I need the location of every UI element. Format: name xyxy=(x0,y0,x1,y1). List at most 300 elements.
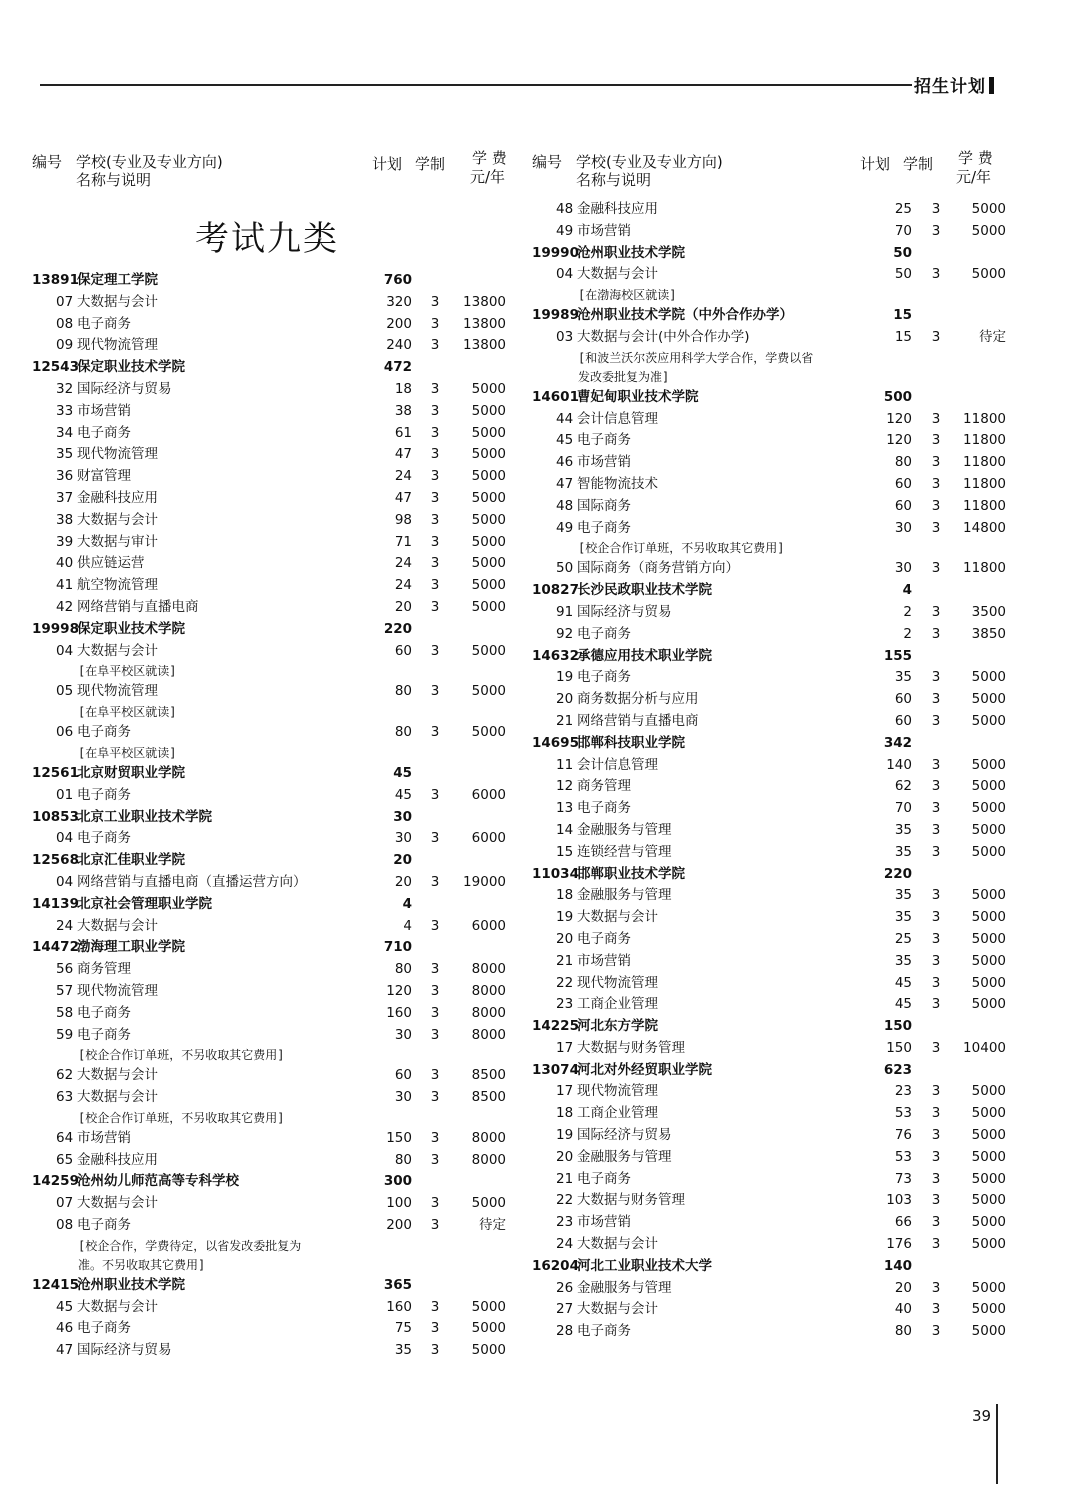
school-row xyxy=(32,270,522,292)
major-length: 3 xyxy=(931,778,941,795)
school-code: 14632 xyxy=(532,647,579,664)
right-column xyxy=(532,147,1022,1343)
major-length: 3 xyxy=(430,511,440,528)
major-length: 3 xyxy=(931,843,941,860)
major-row xyxy=(32,379,522,401)
major-plan: 120 xyxy=(886,410,912,427)
major-row xyxy=(532,1125,1022,1147)
major-code: 49 xyxy=(556,519,574,536)
major-row xyxy=(32,785,522,807)
major-name: 供应链运营 xyxy=(77,555,145,572)
page-number: 39 xyxy=(972,1407,992,1425)
major-code: 07 xyxy=(56,293,74,310)
major-row xyxy=(32,959,522,981)
major-row xyxy=(32,681,522,703)
major-row xyxy=(532,496,1022,518)
major-code: 40 xyxy=(56,555,74,572)
major-length: 3 xyxy=(931,475,941,492)
major-code: 27 xyxy=(556,1301,574,1318)
major-fee: 11800 xyxy=(963,560,1006,577)
major-name: 金融科技应用 xyxy=(577,201,658,217)
major-code: 15 xyxy=(556,843,574,860)
major-row xyxy=(532,1212,1022,1234)
major-code: 20 xyxy=(556,930,574,947)
major-length: 3 xyxy=(931,201,941,217)
school-name: 保定职业技术学院 xyxy=(77,620,185,637)
major-code: 21 xyxy=(556,1170,574,1187)
major-code: 05 xyxy=(56,683,74,700)
major-code: 45 xyxy=(56,1298,74,1315)
major-fee: 11800 xyxy=(963,475,1006,492)
school-row xyxy=(32,894,522,916)
major-row xyxy=(32,510,522,532)
major-fee: 11800 xyxy=(963,410,1006,427)
major-plan: 30 xyxy=(394,830,412,847)
school-plan: 20 xyxy=(393,852,412,869)
major-name: 大数据与会计 xyxy=(77,1067,158,1084)
note-line: [校企合作订单班，不另收取其它费用] xyxy=(78,1048,285,1063)
major-plan: 18 xyxy=(394,380,412,397)
school-plan: 45 xyxy=(393,764,412,781)
major-code: 46 xyxy=(56,1320,74,1337)
major-row xyxy=(32,1297,522,1319)
major-plan: 25 xyxy=(894,930,912,947)
school-code: 14601 xyxy=(532,388,579,405)
major-fee: 5000 xyxy=(471,380,506,397)
major-plan: 30 xyxy=(394,1089,412,1106)
major-length: 3 xyxy=(430,446,440,463)
school-plan: 220 xyxy=(883,865,912,882)
major-length: 3 xyxy=(931,909,941,926)
major-row xyxy=(532,885,1022,907)
major-code: 39 xyxy=(56,533,74,550)
major-plan: 25 xyxy=(894,201,912,217)
major-code: 03 xyxy=(556,328,574,345)
note-line: [和波兰沃尔茨应用科学大学合作，学费以省 xyxy=(578,350,814,365)
major-code: 07 xyxy=(56,1195,74,1212)
major-fee: 5000 xyxy=(971,712,1006,729)
school-code: 12568 xyxy=(32,852,79,869)
major-length: 3 xyxy=(430,533,440,550)
major-fee: 5000 xyxy=(471,683,506,700)
major-row xyxy=(532,1299,1022,1321)
major-fee: 5000 xyxy=(971,691,1006,708)
major-row xyxy=(32,1128,522,1150)
note xyxy=(32,703,378,722)
major-fee: 13800 xyxy=(463,337,506,354)
major-name: 工商企业管理 xyxy=(577,1105,658,1122)
note-line: [在渤海校区就读] xyxy=(578,288,677,303)
major-plan: 71 xyxy=(394,533,412,550)
major-fee: 5000 xyxy=(971,930,1006,947)
major-fee: 6000 xyxy=(471,786,506,803)
major-plan: 60 xyxy=(394,642,412,659)
school-plan: 300 xyxy=(383,1173,412,1190)
school-plan: 472 xyxy=(383,359,412,376)
major-code: 06 xyxy=(56,724,74,741)
major-plan: 60 xyxy=(894,712,912,729)
major-name: 大数据与财务管理 xyxy=(577,1039,685,1056)
major-length: 3 xyxy=(931,1148,941,1165)
major-row xyxy=(32,981,522,1003)
major-code: 17 xyxy=(556,1083,574,1100)
header-fee: 学 费 xyxy=(472,149,507,167)
major-length: 3 xyxy=(430,489,440,506)
major-fee: 11800 xyxy=(963,454,1006,471)
major-name: 电子商务 xyxy=(77,724,131,741)
major-name: 国际经济与贸易 xyxy=(77,380,172,397)
major-code: 18 xyxy=(556,1105,574,1122)
major-plan: 35 xyxy=(894,843,912,860)
school-code: 12561 xyxy=(32,764,79,781)
major-length: 3 xyxy=(931,996,941,1013)
major-row xyxy=(32,401,522,423)
page-number-rule xyxy=(996,1404,998,1484)
major-plan: 45 xyxy=(894,974,912,991)
major-fee: 5000 xyxy=(471,1320,506,1337)
major-plan: 100 xyxy=(386,1195,412,1212)
note xyxy=(532,349,878,387)
major-row xyxy=(532,711,1022,733)
major-length: 3 xyxy=(430,424,440,441)
major-fee: 8500 xyxy=(471,1089,506,1106)
major-plan: 4 xyxy=(403,917,412,934)
major-plan: 160 xyxy=(386,1298,412,1315)
major-row xyxy=(32,828,522,850)
major-plan: 40 xyxy=(894,1301,912,1318)
major-length: 3 xyxy=(430,468,440,485)
school-code: 10827 xyxy=(532,582,579,599)
major-fee: 5000 xyxy=(471,402,506,419)
school-code: 12415 xyxy=(32,1276,79,1293)
major-code: 59 xyxy=(56,1026,74,1043)
major-plan: 61 xyxy=(394,424,412,441)
note xyxy=(32,1046,378,1065)
major-row xyxy=(32,1215,522,1237)
major-name: 国际商务 xyxy=(577,497,631,514)
school-code: 16204 xyxy=(532,1257,579,1274)
note-line: [校企合作，学费待定，以省发改委批复为 xyxy=(78,1238,302,1253)
major-length: 3 xyxy=(430,1342,440,1359)
major-length: 3 xyxy=(931,800,941,817)
note-line: [校企合作订单班，不另收取其它费用] xyxy=(578,541,785,556)
major-fee: 5000 xyxy=(471,724,506,741)
major-fee: 14800 xyxy=(963,519,1006,536)
major-fee: 8000 xyxy=(471,1004,506,1021)
major-fee: 8500 xyxy=(471,1067,506,1084)
major-plan: 20 xyxy=(394,873,412,890)
major-code: 20 xyxy=(556,1148,574,1165)
note xyxy=(32,744,378,763)
major-fee: 5000 xyxy=(971,1083,1006,1100)
major-length: 3 xyxy=(931,756,941,773)
major-name: 大数据与审计 xyxy=(77,533,158,550)
school-row xyxy=(532,733,1022,755)
major-name: 市场营销 xyxy=(577,454,631,471)
note-line: [在阜平校区就读] xyxy=(78,664,177,679)
school-row xyxy=(32,1171,522,1193)
school-row xyxy=(532,243,1022,265)
header-plan: 计划 xyxy=(860,155,891,173)
major-row xyxy=(532,1321,1022,1343)
major-length: 3 xyxy=(931,519,941,536)
major-row xyxy=(32,597,522,619)
major-fee: 8000 xyxy=(471,1129,506,1146)
major-length: 3 xyxy=(430,577,440,594)
major-plan: 60 xyxy=(894,475,912,492)
school-plan: 50 xyxy=(893,244,912,261)
major-fee: 5000 xyxy=(971,996,1006,1013)
major-code: 50 xyxy=(556,560,574,577)
major-row xyxy=(532,221,1022,243)
major-name: 电子商务 xyxy=(577,432,631,449)
major-row xyxy=(532,558,1022,580)
school-plan: 155 xyxy=(883,647,912,664)
school-name: 邯郸职业技术学院 xyxy=(577,865,685,882)
major-plan: 24 xyxy=(394,555,412,572)
major-name: 智能物流技术 xyxy=(577,475,658,492)
major-code: 19 xyxy=(556,1127,574,1144)
major-length: 3 xyxy=(430,724,440,741)
school-name: 渤海理工职业学院 xyxy=(77,939,185,956)
header-sub: 名称与说明 xyxy=(576,171,652,189)
major-code: 56 xyxy=(56,961,74,978)
major-row xyxy=(532,624,1022,646)
major-name: 网络营销与直播电商（直播运营方向） xyxy=(77,873,307,890)
major-name: 大数据与会计 xyxy=(577,1236,658,1253)
major-plan: 320 xyxy=(386,293,412,310)
major-plan: 24 xyxy=(394,468,412,485)
major-code: 41 xyxy=(56,577,74,594)
school-name: 沧州职业技术学院（中外合作办学） xyxy=(577,307,793,324)
major-plan: 75 xyxy=(394,1320,412,1337)
major-name: 现代物流管理 xyxy=(77,982,158,999)
major-name: 大数据与会计 xyxy=(77,1195,158,1212)
major-plan: 53 xyxy=(894,1105,912,1122)
major-name: 工商企业管理 xyxy=(577,996,658,1013)
major-name: 电子商务 xyxy=(77,1320,131,1337)
major-name: 大数据与会计 xyxy=(77,293,158,310)
major-name: 电子商务 xyxy=(577,625,631,642)
header-code: 编号 xyxy=(32,153,63,171)
major-code: 46 xyxy=(556,454,574,471)
major-length: 3 xyxy=(430,1195,440,1212)
school-code: 19989 xyxy=(532,307,579,324)
major-code: 26 xyxy=(556,1279,574,1296)
major-length: 3 xyxy=(931,328,941,345)
left-rows xyxy=(32,270,522,1362)
major-code: 45 xyxy=(556,432,574,449)
major-fee: 5000 xyxy=(971,1170,1006,1187)
header-school: 学校(专业及专业方向) xyxy=(576,153,723,171)
major-plan: 160 xyxy=(386,1004,412,1021)
major-name: 大数据与会计 xyxy=(77,511,158,528)
major-plan: 80 xyxy=(394,1151,412,1168)
major-name: 电子商务 xyxy=(577,1323,631,1340)
major-length: 3 xyxy=(931,1192,941,1209)
table-header xyxy=(532,147,1022,199)
school-row xyxy=(532,646,1022,668)
major-name: 商务管理 xyxy=(77,961,131,978)
major-code: 11 xyxy=(556,756,574,773)
major-name: 市场营销 xyxy=(577,1214,631,1231)
major-name: 航空物流管理 xyxy=(77,577,158,594)
school-plan: 710 xyxy=(383,939,412,956)
major-length: 3 xyxy=(430,961,440,978)
major-name: 电子商务 xyxy=(77,786,131,803)
major-name: 会计信息管理 xyxy=(577,756,658,773)
school-name: 沧州职业技术学院 xyxy=(577,244,685,261)
school-name: 河北工业职业技术大学 xyxy=(577,1257,712,1274)
major-row xyxy=(532,518,1022,540)
major-fee: 5000 xyxy=(971,821,1006,838)
major-row xyxy=(532,973,1022,995)
school-name: 长沙民政职业技术学院 xyxy=(577,582,712,599)
major-plan: 120 xyxy=(386,982,412,999)
major-fee: 13800 xyxy=(463,315,506,332)
major-row xyxy=(532,409,1022,431)
major-row xyxy=(532,1278,1022,1300)
major-name: 网络营销与直播电商 xyxy=(77,598,199,615)
major-code: 20 xyxy=(556,691,574,708)
major-row xyxy=(532,951,1022,973)
major-row xyxy=(32,1087,522,1109)
major-name: 大数据与会计 xyxy=(77,1298,158,1315)
major-code: 49 xyxy=(556,222,574,239)
major-code: 48 xyxy=(556,201,574,217)
school-row xyxy=(32,763,522,785)
major-code: 04 xyxy=(56,830,74,847)
major-fee: 5000 xyxy=(471,489,506,506)
major-plan: 35 xyxy=(894,909,912,926)
major-length: 3 xyxy=(430,598,440,615)
school-plan: 15 xyxy=(893,307,912,324)
school-row xyxy=(32,1275,522,1297)
major-code: 33 xyxy=(56,402,74,419)
major-row xyxy=(32,575,522,597)
major-length: 3 xyxy=(931,930,941,947)
major-name: 现代物流管理 xyxy=(77,683,158,700)
major-plan: 20 xyxy=(894,1279,912,1296)
major-row xyxy=(532,199,1022,221)
major-row xyxy=(32,488,522,510)
school-code: 11034 xyxy=(532,865,579,882)
school-name: 河北对外经贸职业学院 xyxy=(577,1061,712,1078)
major-length: 3 xyxy=(931,1301,941,1318)
major-code: 04 xyxy=(56,873,74,890)
major-code: 19 xyxy=(556,909,574,926)
major-length: 3 xyxy=(931,560,941,577)
major-code: 13 xyxy=(556,800,574,817)
school-row xyxy=(32,357,522,379)
major-row xyxy=(32,1150,522,1172)
major-length: 3 xyxy=(430,982,440,999)
major-fee: 5000 xyxy=(971,266,1006,283)
major-fee: 5000 xyxy=(471,446,506,463)
school-code: 14259 xyxy=(32,1173,79,1190)
major-fee: 5000 xyxy=(971,1236,1006,1253)
major-name: 市场营销 xyxy=(77,1129,131,1146)
major-plan: 140 xyxy=(886,756,912,773)
major-length: 3 xyxy=(430,293,440,310)
major-row xyxy=(532,820,1022,842)
major-fee: 5000 xyxy=(471,1195,506,1212)
table-header xyxy=(32,147,522,199)
major-length: 3 xyxy=(430,1129,440,1146)
major-length: 3 xyxy=(430,402,440,419)
school-code: 13074 xyxy=(532,1061,579,1078)
school-row xyxy=(532,1016,1022,1038)
major-length: 3 xyxy=(931,1214,941,1231)
school-row xyxy=(32,619,522,641)
header-sub: 名称与说明 xyxy=(76,171,152,189)
major-name: 金融服务与管理 xyxy=(577,1148,672,1165)
school-plan: 140 xyxy=(883,1257,912,1274)
major-code: 22 xyxy=(556,974,574,991)
major-length: 3 xyxy=(931,974,941,991)
major-plan: 45 xyxy=(894,996,912,1013)
school-plan: 150 xyxy=(883,1018,912,1035)
major-plan: 66 xyxy=(894,1214,912,1231)
major-plan: 80 xyxy=(394,683,412,700)
major-name: 国际经济与贸易 xyxy=(577,603,672,620)
major-plan: 30 xyxy=(394,1026,412,1043)
major-length: 3 xyxy=(430,1217,440,1234)
school-row xyxy=(532,1060,1022,1082)
major-plan: 200 xyxy=(386,315,412,332)
header-length: 学制 xyxy=(415,155,446,173)
school-name: 北京财贸职业学院 xyxy=(77,764,185,781)
major-name: 电子商务 xyxy=(577,800,631,817)
major-fee: 6000 xyxy=(471,917,506,934)
major-length: 3 xyxy=(430,337,440,354)
major-length: 3 xyxy=(430,555,440,572)
major-name: 大数据与财务管理 xyxy=(577,1192,685,1209)
major-fee: 5000 xyxy=(971,669,1006,686)
major-name: 大数据与会计 xyxy=(77,917,158,934)
major-name: 连锁经营与管理 xyxy=(577,843,672,860)
major-code: 48 xyxy=(556,497,574,514)
major-plan: 60 xyxy=(894,497,912,514)
major-name: 现代物流管理 xyxy=(77,446,158,463)
major-fee: 3500 xyxy=(971,603,1006,620)
major-row xyxy=(532,1234,1022,1256)
major-length: 3 xyxy=(931,1323,941,1340)
major-plan: 240 xyxy=(386,337,412,354)
major-plan: 47 xyxy=(394,446,412,463)
major-row xyxy=(32,641,522,663)
major-row xyxy=(32,1340,522,1362)
major-plan: 35 xyxy=(894,887,912,904)
major-length: 3 xyxy=(931,222,941,239)
major-row xyxy=(532,1147,1022,1169)
note-line: [在阜平校区就读] xyxy=(78,745,177,760)
major-plan: 80 xyxy=(394,724,412,741)
major-code: 24 xyxy=(56,917,74,934)
major-fee: 8000 xyxy=(471,982,506,999)
major-code: 17 xyxy=(556,1039,574,1056)
major-fee: 5000 xyxy=(471,577,506,594)
major-fee: 5000 xyxy=(971,1148,1006,1165)
major-code: 38 xyxy=(56,511,74,528)
left-column xyxy=(32,147,522,1362)
major-length: 3 xyxy=(430,830,440,847)
major-length: 3 xyxy=(931,454,941,471)
major-name: 大数据与会计 xyxy=(77,1089,158,1106)
school-plan: 342 xyxy=(883,734,912,751)
right-rows xyxy=(532,199,1022,1343)
major-plan: 45 xyxy=(394,786,412,803)
